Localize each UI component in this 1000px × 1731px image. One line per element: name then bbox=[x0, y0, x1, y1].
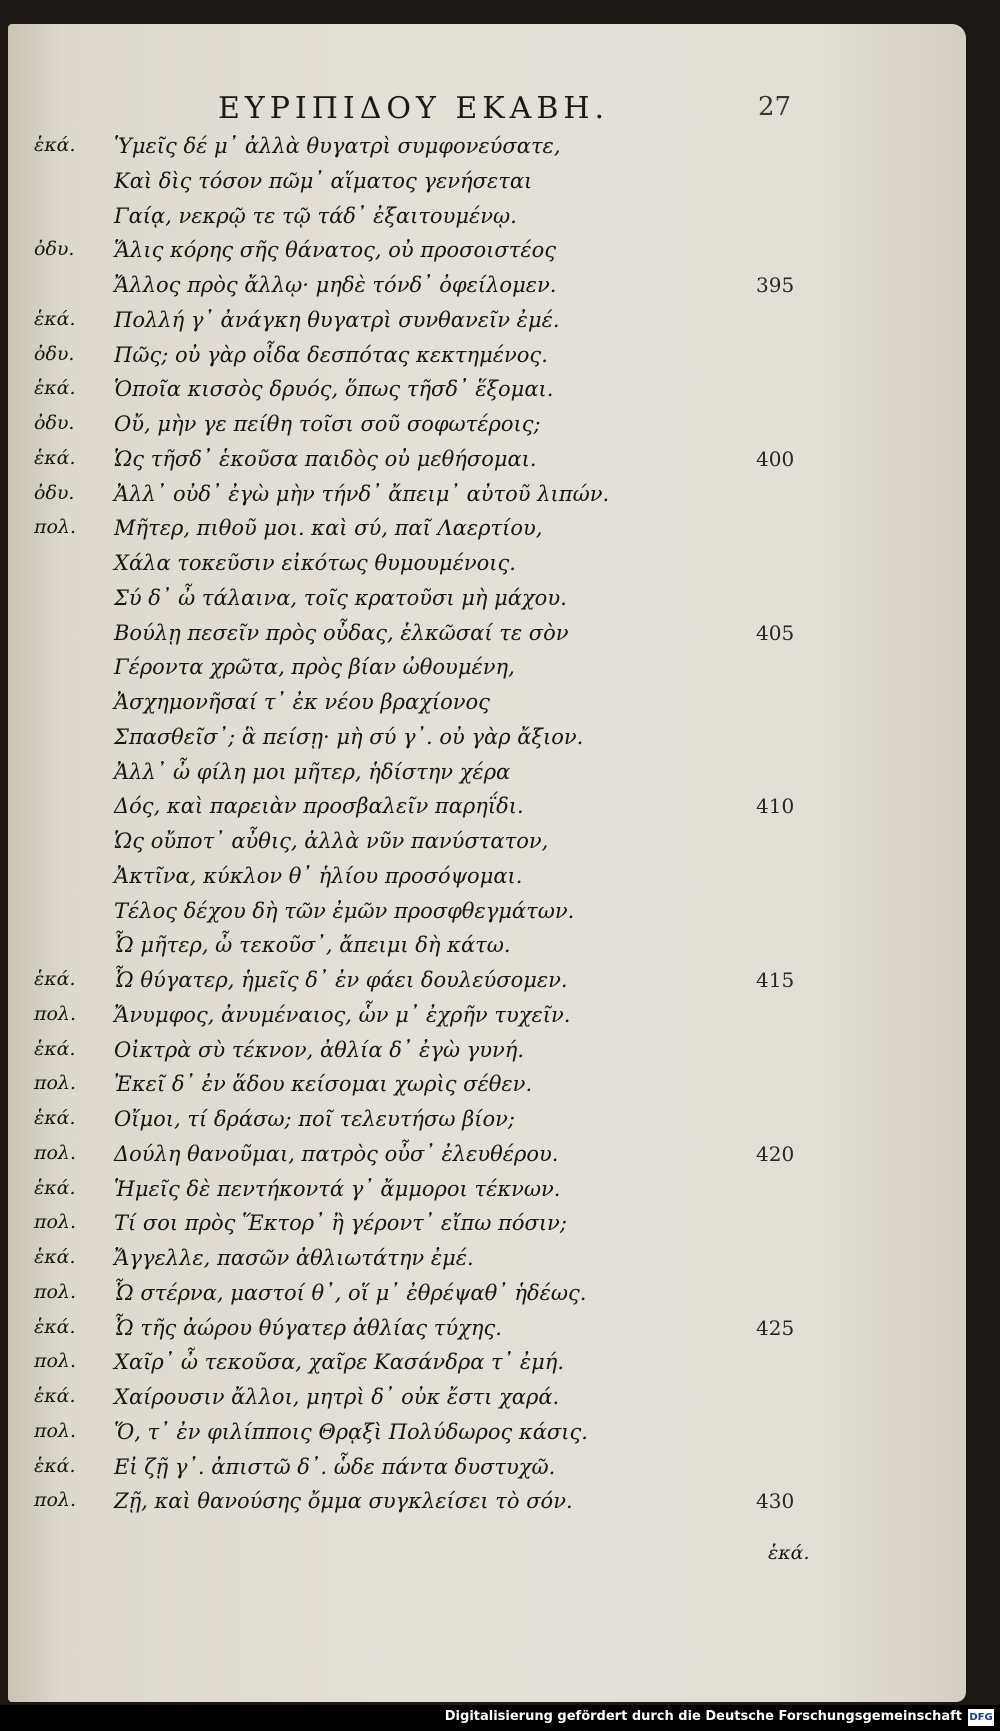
speaker-label: πολ. bbox=[34, 516, 77, 538]
speaker-label: πολ. bbox=[34, 1142, 77, 1164]
speaker-label: ἑκά. bbox=[34, 308, 76, 330]
verse-text: Ἡμεῖς δὲ πεντήκοντά γ᾽ ἄμμοροι τέκνων. bbox=[114, 1177, 561, 1201]
verse-line bbox=[0, 551, 1000, 585]
line-number: 415 bbox=[756, 968, 795, 992]
verse-line bbox=[0, 1177, 1000, 1211]
verse-line bbox=[0, 516, 1000, 550]
verse-line bbox=[0, 1281, 1000, 1315]
speaker-label: πολ. bbox=[34, 1281, 77, 1303]
dfg-logo: DFG bbox=[968, 1709, 994, 1726]
verse-line bbox=[0, 968, 1000, 1002]
verse-text: Ὁποῖα κισσὸς δρυός, ὅπως τῆσδ᾽ ἕξομαι. bbox=[114, 377, 554, 401]
speaker-label: ἑκά. bbox=[34, 134, 76, 156]
verse-text: Μῆτερ, πιθοῦ μοι. καὶ σύ, παῖ Λαερτίου, bbox=[114, 516, 543, 540]
verse-text: Σπασθεῖσ᾽; ἃ πείσῃ· μὴ σύ γ᾽. οὐ γὰρ ἄξιον. bbox=[114, 725, 584, 749]
verse-line bbox=[0, 933, 1000, 967]
verse-text: Ἄγγελλε, πασῶν ἀθλιωτάτην ἐμέ. bbox=[114, 1246, 474, 1270]
verse-line bbox=[0, 1072, 1000, 1106]
verse-line bbox=[0, 1038, 1000, 1072]
speaker-label: ἑκά. bbox=[34, 447, 76, 469]
speaker-label: ἑκά. bbox=[34, 377, 76, 399]
speaker-label: πολ. bbox=[34, 1420, 77, 1442]
verse-line bbox=[0, 238, 1000, 272]
verse-text: Ἄλλος πρὸς ἄλλῳ· μηδὲ τόνδ᾽ ὀφείλομεν. bbox=[114, 273, 557, 297]
verse-text: Χαῖρ᾽ ὦ τεκοῦσα, χαῖρε Κασάνδρα τ᾽ ἐμή. bbox=[114, 1350, 565, 1374]
speaker-label: πολ. bbox=[34, 1350, 77, 1372]
verse-text: Σύ δ᾽ ὦ τάλαινα, τοῖς κρατοῦσι μὴ μάχου. bbox=[114, 586, 567, 610]
speaker-label: ὀδυ. bbox=[34, 343, 75, 365]
line-number: 430 bbox=[756, 1489, 795, 1513]
verse-text: Χαίρουσιν ἄλλοι, μητρὶ δ᾽ οὐκ ἔστι χαρά. bbox=[114, 1385, 560, 1409]
speaker-label: ἑκά. bbox=[34, 1385, 76, 1407]
verse-text: Ὡς τῆσδ᾽ ἑκοῦσα παιδὸς οὐ μεθήσομαι. bbox=[114, 447, 537, 471]
speaker-label: ὀδυ. bbox=[34, 482, 75, 504]
verse-line bbox=[0, 760, 1000, 794]
speaker-label: πολ. bbox=[34, 1072, 77, 1094]
verse-text: Καὶ δὶς τόσον πῶμ᾽ αἵματος γενήσεται bbox=[114, 169, 533, 193]
verse-text: Ἅλις κόρης σῆς θάνατος, οὐ προσοιστέος bbox=[114, 238, 556, 262]
verse-line bbox=[0, 1003, 1000, 1037]
verse-text: Γαίᾳ, νεκρῷ τε τῷ τάδ᾽ ἐξαιτουμένῳ. bbox=[114, 204, 517, 228]
line-number: 405 bbox=[756, 621, 795, 645]
verse-line bbox=[0, 1385, 1000, 1419]
verse-line bbox=[0, 412, 1000, 446]
footer-credit: Digitalisierung gefördert durch die Deutsche Forschungsgemeinschaft bbox=[444, 1709, 962, 1724]
verse-line bbox=[0, 1420, 1000, 1454]
line-number: 395 bbox=[756, 273, 795, 297]
verse-line bbox=[0, 1455, 1000, 1489]
verse-text: Ὦ τῆς ἀώρου θύγατερ ἀθλίας τύχης. bbox=[114, 1316, 502, 1340]
verse-text: Ὦ μῆτερ, ὦ τεκοῦσ᾽, ἄπειμι δὴ κάτω. bbox=[114, 933, 511, 957]
verse-text: Οἰκτρὰ σὺ τέκνον, ἀθλία δ᾽ ἐγὼ γυνή. bbox=[114, 1038, 525, 1062]
footer-bar bbox=[0, 1705, 1000, 1731]
verse-line bbox=[0, 829, 1000, 863]
verse-text: Ἀκτῖνα, κύκλον θ᾽ ἡλίου προσόψομαι. bbox=[114, 864, 523, 888]
verse-text: Βούλῃ πεσεῖν πρὸς οὖδας, ἑλκῶσαί τε σὸν bbox=[114, 621, 569, 645]
verse-line bbox=[0, 447, 1000, 481]
speaker-label: ἑκά. bbox=[34, 968, 76, 990]
verse-line bbox=[0, 1246, 1000, 1280]
verse-line bbox=[0, 794, 1000, 828]
verse-text: Ἀλλ᾽ ὦ φίλη μοι μῆτερ, ἡδίστην χέρα bbox=[114, 760, 511, 784]
verse-line bbox=[0, 134, 1000, 168]
verse-line bbox=[0, 621, 1000, 655]
speaker-label: ἑκά. bbox=[34, 1316, 76, 1338]
verse-line bbox=[0, 273, 1000, 307]
verse-line bbox=[0, 690, 1000, 724]
running-title: ΕΥΡΙΠΙΔΟΥ ΕΚΑΒΗ. bbox=[218, 91, 610, 126]
verse-line bbox=[0, 308, 1000, 342]
verse-text: Οἴμοι, τί δράσω; ποῖ τελευτήσω βίον; bbox=[114, 1107, 516, 1131]
verse-line bbox=[0, 725, 1000, 759]
verse-text: Δός, καὶ παρειὰν προσβαλεῖν παρηΐδι. bbox=[114, 794, 524, 818]
catchword: ἑκά. bbox=[768, 1542, 810, 1564]
verse-text: Πῶς; οὐ γὰρ οἶδα δεσπότας κεκτημένος. bbox=[114, 343, 548, 367]
verse-line bbox=[0, 1211, 1000, 1245]
verse-text: Ζῇ, καὶ θανούσης ὄμμα συγκλείσει τὸ σόν. bbox=[114, 1489, 573, 1513]
page-number: 27 bbox=[758, 92, 792, 122]
verse-text: Ὅ, τ᾽ ἐν φιλίπποις Θρᾳξὶ Πολύδωρος κάσις. bbox=[114, 1420, 588, 1444]
speaker-label: πολ. bbox=[34, 1211, 77, 1233]
verse-text: Ὡς οὔποτ᾽ αὖθις, ἀλλὰ νῦν πανύστατον, bbox=[114, 829, 549, 853]
verse-line bbox=[0, 1142, 1000, 1176]
verse-text: Πολλή γ᾽ ἀνάγκη θυγατρὶ συνθανεῖν ἐμέ. bbox=[114, 308, 560, 332]
verse-line bbox=[0, 1350, 1000, 1384]
speaker-label: ἑκά. bbox=[34, 1177, 76, 1199]
verse-text: Ὦ θύγατερ, ἡμεῖς δ᾽ ἐν φάει δουλεύσομεν. bbox=[114, 968, 568, 992]
verse-text: Τί σοι πρὸς Ἕκτορ᾽ ἢ γέροντ᾽ εἴπω πόσιν; bbox=[114, 1211, 567, 1235]
verse-text: Εἰ ζῇ γ᾽. ἀπιστῶ δ᾽. ὧδε πάντα δυστυχῶ. bbox=[114, 1455, 556, 1479]
verse-text: Δούλη θανοῦμαι, πατρὸς οὖσ᾽ ἐλευθέρου. bbox=[114, 1142, 559, 1166]
verse-text: Χάλα τοκεῦσιν εἰκότως θυμουμένοις. bbox=[114, 551, 516, 575]
verse-line bbox=[0, 204, 1000, 238]
verse-line bbox=[0, 586, 1000, 620]
verse-line bbox=[0, 1489, 1000, 1523]
verse-text: Ὦ στέρνα, μαστοί θ᾽, οἵ μ᾽ ἐθρέψαθ᾽ ἡδέως. bbox=[114, 1281, 587, 1305]
verse-text: Ἀσχημονῆσαί τ᾽ ἐκ νέου βραχίονος bbox=[114, 690, 490, 714]
line-number: 400 bbox=[756, 447, 795, 471]
speaker-label: ἑκά. bbox=[34, 1455, 76, 1477]
verse-line bbox=[0, 864, 1000, 898]
verse-text: Γέροντα χρῶτα, πρὸς βίαν ὠθουμένη, bbox=[114, 655, 515, 679]
verse-line bbox=[0, 1107, 1000, 1141]
speaker-label: ὀδυ. bbox=[34, 412, 75, 434]
verse-text: Τέλος δέχου δὴ τῶν ἐμῶν προσφθεγμάτων. bbox=[114, 899, 575, 923]
verse-text: Οὔ, μὴν γε πείθη τοῖσι σοῦ σοφωτέροις; bbox=[114, 412, 541, 436]
verse-line bbox=[0, 169, 1000, 203]
verse-line bbox=[0, 343, 1000, 377]
verse-line bbox=[0, 377, 1000, 411]
speaker-label: πολ. bbox=[34, 1003, 77, 1025]
line-number: 425 bbox=[756, 1316, 795, 1340]
verse-text: Ὑμεῖς δέ μ᾽ ἀλλὰ θυγατρὶ συμφονεύσατε, bbox=[114, 134, 561, 158]
speaker-label: ἑκά. bbox=[34, 1107, 76, 1129]
verse-line bbox=[0, 899, 1000, 933]
verse-text: Ἀλλ᾽ οὐδ᾽ ἐγὼ μὴν τήνδ᾽ ἄπειμ᾽ αὐτοῦ λιπών. bbox=[114, 482, 610, 506]
speaker-label: ἑκά. bbox=[34, 1038, 76, 1060]
verse-text: Ἐκεῖ δ᾽ ἐν ἅδου κείσομαι χωρὶς σέθεν. bbox=[114, 1072, 533, 1096]
verse-text: Ἄνυμφος, ἀνυμέναιος, ὧν μ᾽ ἐχρῆν τυχεῖν. bbox=[114, 1003, 571, 1027]
speaker-label: ἑκά. bbox=[34, 1246, 76, 1268]
verse-line bbox=[0, 482, 1000, 516]
speaker-label: ὀδυ. bbox=[34, 238, 75, 260]
line-number: 420 bbox=[756, 1142, 795, 1166]
speaker-label: πολ. bbox=[34, 1489, 77, 1511]
line-number: 410 bbox=[756, 794, 795, 818]
verse-line bbox=[0, 655, 1000, 689]
verse-line bbox=[0, 1316, 1000, 1350]
